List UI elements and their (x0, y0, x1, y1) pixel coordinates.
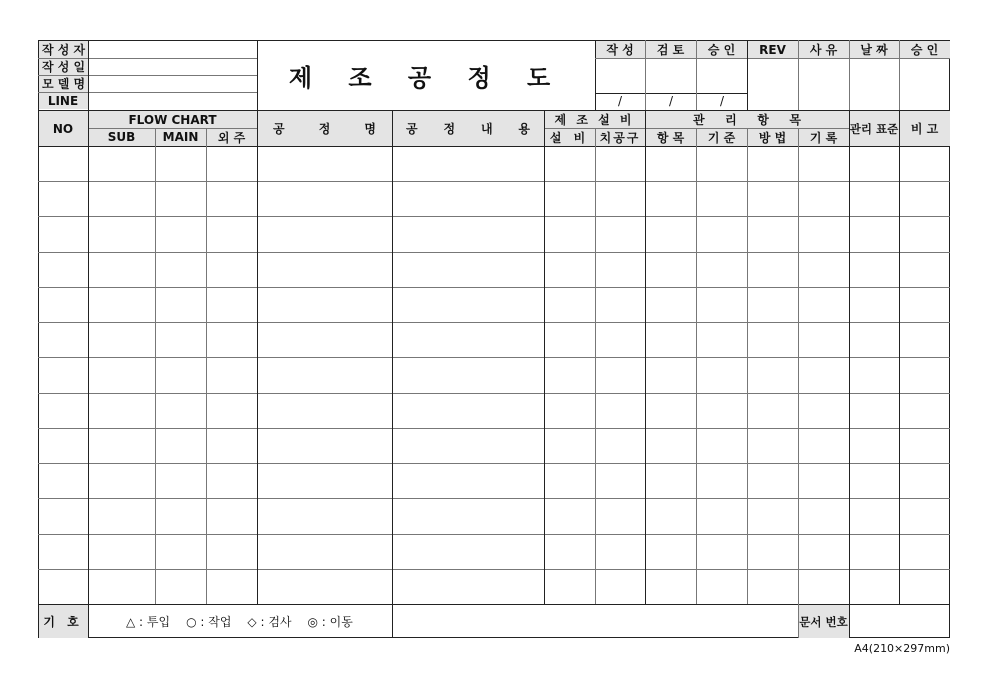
process-name-header (257, 111, 392, 146)
process-name-char: 명 (364, 122, 376, 136)
approval-date-slash: / (618, 94, 623, 108)
flow-chart-header: FLOW CHART (128, 112, 217, 127)
process-content-char: 정 (443, 122, 456, 136)
rev-approve-label: 승 인 (910, 43, 939, 57)
date-label: 날 짜 (860, 43, 888, 57)
process-content-char: 용 (518, 122, 530, 136)
rev-label: REV (759, 42, 786, 57)
symbol-legend (126, 605, 392, 638)
record-header: 기 록 (809, 130, 838, 145)
jig-tool-header: 치공구 (599, 130, 641, 145)
equipment-header: 설 비 (549, 130, 590, 145)
process-content-char: 공 (406, 122, 418, 136)
control-standard-header: 관리 표준 (849, 121, 899, 136)
approval-approve-label: 승 인 (707, 43, 736, 57)
symbol-label: 기 호 (43, 615, 83, 629)
method-header: 방 법 (758, 130, 787, 145)
symbol-input: △ : 투입 (126, 615, 171, 629)
write-date-label: 작 성 일 (42, 60, 86, 74)
approval-write-label: 작 성 (606, 43, 634, 57)
doc-number-label: 문서 번호 (799, 614, 848, 629)
process-name-char: 정 (318, 122, 331, 136)
item-header: 항 목 (656, 130, 685, 145)
control-items-header (645, 111, 849, 128)
line-label: LINE (47, 94, 79, 108)
reason-label: 사 유 (809, 43, 838, 57)
no-header: NO (52, 121, 74, 136)
process-content-header (392, 111, 544, 146)
approval-date-slash: / (720, 94, 725, 108)
standard-header: 기 준 (707, 130, 736, 145)
control-items-char: 관 (693, 113, 705, 127)
main-header: MAIN (162, 130, 199, 144)
process-content-char: 내 (480, 122, 493, 136)
mfg-equipment-header: 제 조 설 비 (554, 113, 635, 127)
approval-review-label: 검 토 (656, 43, 685, 57)
symbol-move: ◎ : 이동 (307, 615, 353, 629)
writer-label: 작 성 자 (42, 43, 86, 57)
model-name-label: 모 델 명 (42, 77, 86, 91)
page-title: 제 조 공 정 도 (288, 64, 565, 92)
control-items-char: 목 (789, 113, 801, 127)
paper-size-note: A4(210×297mm) (854, 642, 950, 655)
process-name-char: 공 (273, 122, 285, 136)
approval-date-slash: / (669, 94, 674, 108)
control-items-char: 항 (757, 113, 769, 127)
symbol-work: ○ : 작업 (186, 615, 232, 629)
symbol-inspect: ◇ : 검사 (247, 615, 292, 629)
control-items-char: 리 (725, 113, 737, 127)
remarks-header: 비 고 (910, 122, 939, 136)
sub-header: SUB (107, 130, 136, 144)
outsource-header: 외 주 (217, 130, 246, 145)
